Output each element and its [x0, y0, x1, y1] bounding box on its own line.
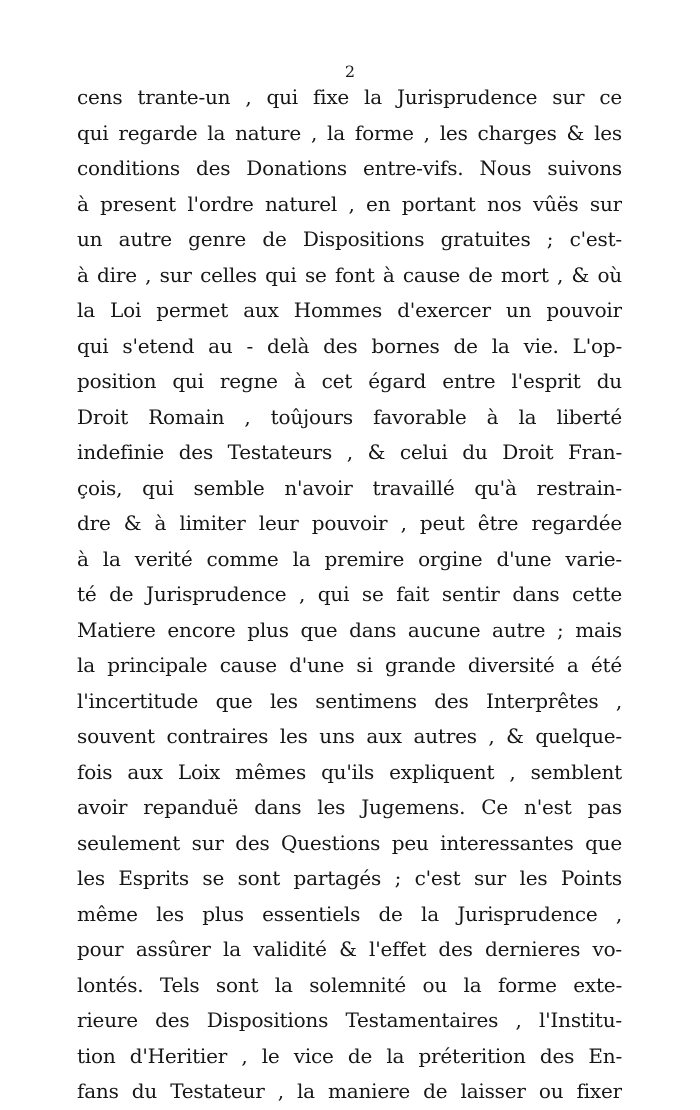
text-line: qui s'etend au - delà des bornes de la vie. L'op-	[77, 333, 622, 358]
text-line: les Esprits se sont partagés ; c'est sur les Points	[77, 866, 622, 890]
text-line: souvent contraires les uns aux autres , & quelque-	[77, 724, 622, 748]
text-line: rieure des Dispositions Testamentaires , l'Institu-	[77, 1008, 622, 1032]
text-line: Droit Romain , toûjours favorable à la liberté	[77, 404, 622, 429]
text-line: l'incertitude que les sentimens des Interprêtes ,	[77, 688, 622, 713]
text-line: qui regarde la nature , la forme , les charges & les	[77, 120, 622, 145]
text-line: lontés. Tels sont la solemnité ou la forme exte-	[77, 972, 622, 997]
text-line: seulement sur des Questions peu interessantes que	[77, 830, 622, 855]
text-line: çois, qui semble n'avoir travaillé qu'à restrain-	[77, 475, 622, 500]
text-line: avoir repanduë dans les Jugemens. Ce n'est pas	[77, 795, 622, 819]
text-line: un autre genre de Dispositions gratuites ; c'est-	[77, 227, 622, 251]
text-line: tion d'Heritier , le vice de la préterition des En-	[77, 1043, 622, 1068]
text-line: indefinie des Testateurs , & celui du Droit Fran-	[77, 440, 622, 464]
body-text	[77, 80, 622, 1110]
text-line: à dire , sur celles qui se font à cause de mort , & où	[77, 262, 622, 287]
text-line: position qui regne à cet égard entre l'esprit du	[77, 369, 622, 393]
text-line: fois aux Loix mêmes qu'ils expliquent , semblent	[77, 759, 622, 784]
text-line: même les plus essentiels de la Jurisprudence ,	[77, 901, 622, 926]
text-line: la principale cause d'une si grande diversité a été	[77, 653, 622, 677]
text-line: pour assûrer la validité & l'effet des dernieres vo-	[77, 937, 622, 961]
text-line: à la verité comme la premire orgine d'une varie-	[77, 546, 622, 571]
text-line: à present l'ordre naturel , en portant nos vûës sur	[77, 191, 622, 216]
text-line: conditions des Donations entre-vifs. Nous suivons	[77, 156, 622, 180]
text-line: fans du Testateur , la maniere de laisser ou fixer	[77, 1079, 622, 1103]
text-line: té de Jurisprudence , qui se fait sentir dans cette	[77, 582, 622, 606]
page-number: 2	[344, 62, 356, 81]
text-line: dre & à limiter leur pouvoir , peut être regardée	[77, 511, 622, 535]
text-line: cens trante-un , qui fixe la Jurisprudence sur ce	[77, 85, 622, 109]
text-line: Matiere encore plus que dans aucune autre ; mais	[77, 617, 622, 642]
text-line: la Loi permet aux Hommes d'exercer un pouvoir	[77, 298, 622, 322]
